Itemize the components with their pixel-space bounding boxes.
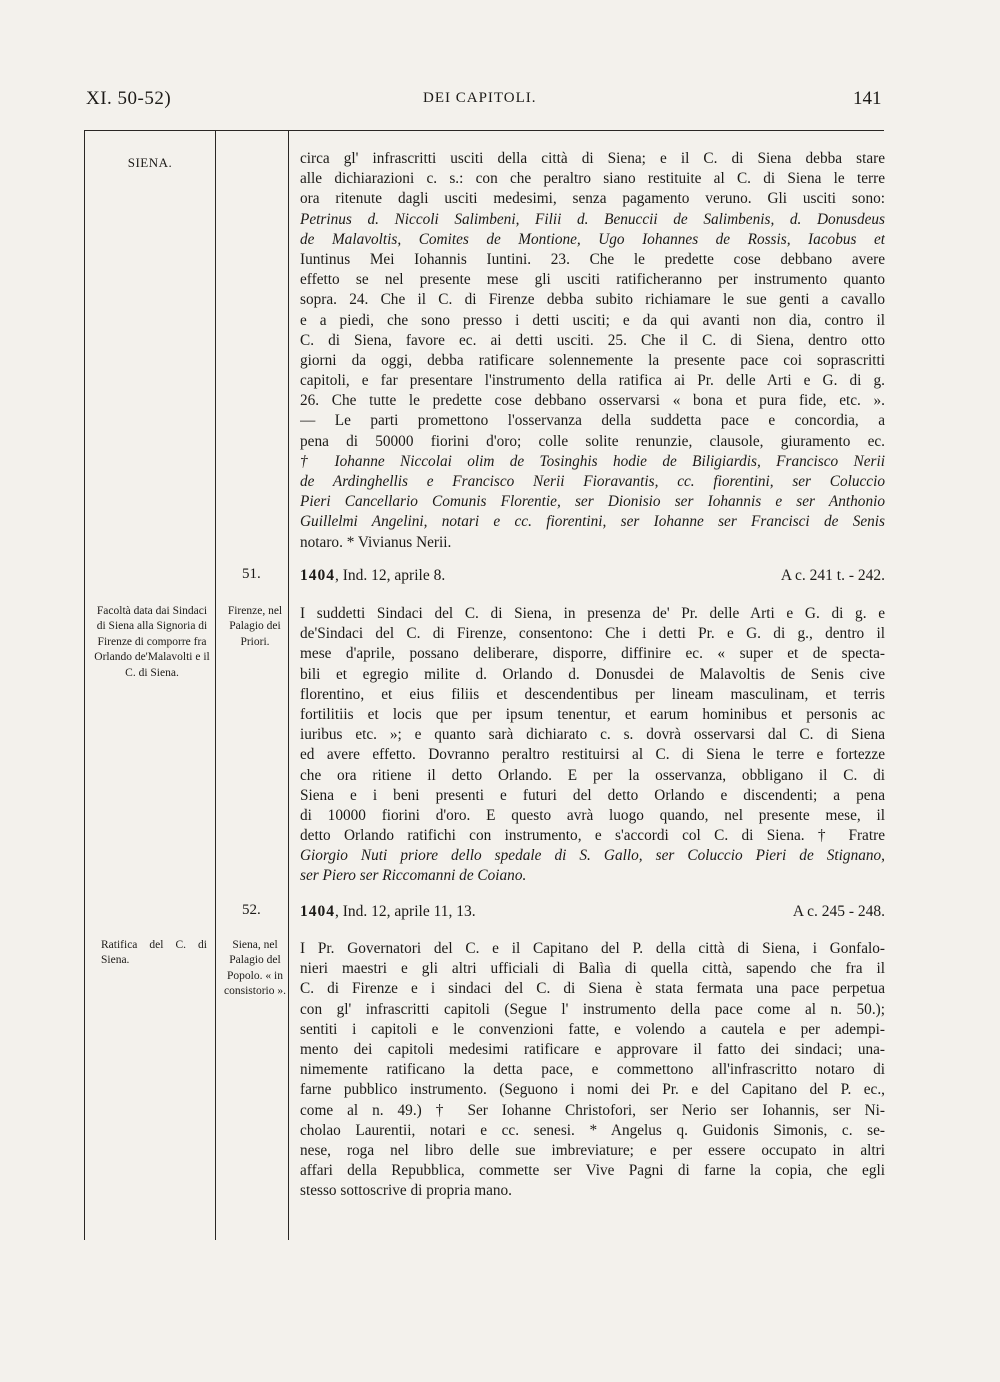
text-line: mese d'aprile, possano deliberare, disporre, diffinire ec. « super et de specta- [300,645,885,663]
column-rule-left [84,130,85,1240]
entry-text [300,604,885,887]
text-line: detto Orlando ratifichi con instrumento, e s'accordi col C. di Siena. † Fratre [300,827,885,845]
entry-year: 1404 [300,903,335,920]
text-line: iuribus etc. »; e quanto sarà dichiarato c. s. dovrà osservarsi dal C. di Siena [300,726,885,744]
text-line: di 10000 fiorini d'oro. E questo avrà luogo quando, nel presente mese, il [300,806,885,824]
text-line: ed avere effetto. Dovranno peraltro restituirsi al C. di Siena le terre e fortezze [300,746,885,764]
margin-note: Ratifica del C. di Siena. [101,939,207,967]
text-line: alle dichiarazioni c. s.: con che peraltro siano restituite al C. di Siena le terre [300,170,885,188]
entry-header [300,903,885,925]
text-line: con gl' infrascritti capitoli (Segue l' instrumento della pace come al n. 50.); [300,1000,885,1018]
continuation-text [300,149,885,553]
text-line: de'Sindaci del C. di Firenze, consentono: Che i detti Pr. e G. di g., dentro il [300,625,885,643]
text-line: de Ardinghellis e Francisco Nerii Fioravantis, cc. fiorentini, ser Coluccio [300,473,885,490]
text-line: C. di Siena, favore ec. ai detti usciti. 25. Che il C. di Siena, dentro otto [300,331,885,349]
archive-reference: A c. 245 - 248. [792,903,885,920]
text-line: — Le parti promettono l'osservanza della suddetta pace e concordia, a [300,412,885,430]
entry-year: 1404 [300,567,335,584]
text-line: Giorgio Nuti priore dello spedale di S. Gallo, ser Coluccio Pieri de Stignano, [300,847,885,865]
entry-text [300,939,885,1201]
text-line: Pieri Cancellario Comunis Florentie, ser Dionisio ser Iohannis e ser Anthonio [300,493,885,511]
text-line: capitoli, e far presentare l'instrumento della ratifica ai Pr. delle Arti e G. di g. [300,372,885,390]
archive-reference: A c. 241 t. - 242. [780,567,885,584]
text-line: bili et egregio milite d. Orlando d. Donusdei de Malavoltis de Senis cive [300,665,885,683]
text-line: Petrinus d. Niccoli Salimbeni, Filii d. Benuccii de Salimbenis, d. Donusdeus [300,210,885,228]
text-line: pena di 50000 fiorini d'oro; colle solite renunzie, clausole, giuramento ec. [300,432,885,450]
margin-note: Facoltà data dai Sindaci di Siena alla Signoria di Firenze di comporre fra Orlando de'Malavolti e il C. di Siena. [94,605,210,679]
text-line: † Iohanne Niccolai olim de Tosinghis hodie de Biligiardis, Francisco Nerii [300,452,885,470]
entry-date: , Ind. 12, aprile 8. [335,567,446,584]
text-line: stesso sottoscrive di propria mano. [300,1182,512,1200]
text-line: che ora ritiene il detto Orlando. E per la osservanza, obbligano il C. di [300,766,885,784]
entry-number: 51. [242,566,261,582]
text-line: 26. Che tutte le predette cose debbano osservarsi « bona et pura fide, etc. ». [300,392,885,410]
text-line: fortilitiis et locis que per ipsum tenentur, et earum hominibus et personis ac [300,705,885,723]
text-line: florentino, et eius filiis et descendentibus per lineam masculinam, et terris [300,685,885,703]
text-line: I Pr. Governatori del C. e il Capitano del P. della città di Siena, i Gonfalo- [300,940,885,957]
place-note: Firenze, nel Palagio dei Priori. [227,605,283,648]
text-line: sentiti i capitoli e le convenzioni fatte, e volendo a cautela e per adempi- [300,1020,885,1038]
text-line: nimemente ratificano la detta pace, e commettono all'infrascritto notaro di [300,1061,885,1079]
top-rule [84,130,884,131]
entry-header [300,567,885,589]
page-number: 141 [853,88,882,109]
text-line: come al n. 49.) † Ser Iohanne Christofori, ser Nerio ser Iohannis, ser Ni- [300,1101,885,1119]
text-line: farne pubblico instrumento. (Seguono i nomi dei Pr. e del Capitano del P. ec., [300,1081,885,1099]
text-line: circa gl' infrascritti usciti della città di Siena; e il C. di Siena debba stare [300,150,885,167]
text-line: ser Piero ser Riccomanni de Coiano. [300,867,527,885]
text-line: de Malavoltis, Comites de Montione, Ugo Iohannes de Rossis, Iacobus et [300,230,885,248]
column-rule-right [288,130,289,1240]
text-line: Guillelmi Angelini, notari e cc. fiorentini, ser Iohanne ser Francisci de Senis [300,513,885,531]
column-rule-middle [215,130,216,1240]
text-line: Siena e i beni presenti e futuri del detto Orlando e discendenti; a pena [300,786,885,804]
region-label: SIENA. [127,155,173,170]
text-line: giorni da oggi, debba ratificare solennemente la presente pace coi soprascritti [300,351,885,369]
text-line: ora ritenute dagli usciti medesimi, senza pagamento veruno. Gli usciti sono: [300,190,885,208]
text-line: I suddetti Sindaci del C. di Siena, in presenza de' Pr. delle Arti e G. di g. e [300,605,885,622]
chapter-reference: XI. 50-52) [86,88,172,109]
entry-date: , Ind. 12, aprile 11, 13. [335,903,476,920]
text-line: nieri maestri e gli altri ufficiali di Balìa di quella città, sapendo che fra il [300,960,885,978]
text-line: C. di Firenze e i sindaci del C. di Siena è stata fermata una pace perpetua [300,980,885,998]
text-line: nese, roga nel libro delle sue imbreviature; e per essere occupato in altri [300,1141,885,1159]
text-line: Iuntinus Mei Iohannis Iuntini. 23. Che le predette cose debbano avere [300,250,885,268]
text-line: affari della Repubblica, commette ser Vive Pagni di farne la copia, che egli [300,1162,885,1180]
text-line: effetto se nel presente mese gli usciti ratificheranno per instrumento quanto [300,271,885,289]
running-head [0,88,1000,118]
text-line: notaro. * Vivianus Nerii. [300,533,452,551]
entry-number: 52. [242,902,261,918]
text-line: e a piedi, che sono presso i detti usciti; e da qui avanti non dia, contro il [300,311,885,329]
text-line: cholao Laurentii, notari e cc. senesi. * Angelus q. Guidonis Simonis, c. se- [300,1121,885,1139]
text-line: sopra. 24. Che il C. di Firenze debba subito richiamare le sue genti a cavallo [300,291,885,309]
section-title: DEI CAPITOLI. [423,90,537,106]
place-note: Siena, nel Palagio del Popolo. « in consistorio ». [224,939,286,998]
text-line: mento dei capitoli medesimi ratificare e approvare il fatto dei sindaci; una- [300,1040,885,1058]
